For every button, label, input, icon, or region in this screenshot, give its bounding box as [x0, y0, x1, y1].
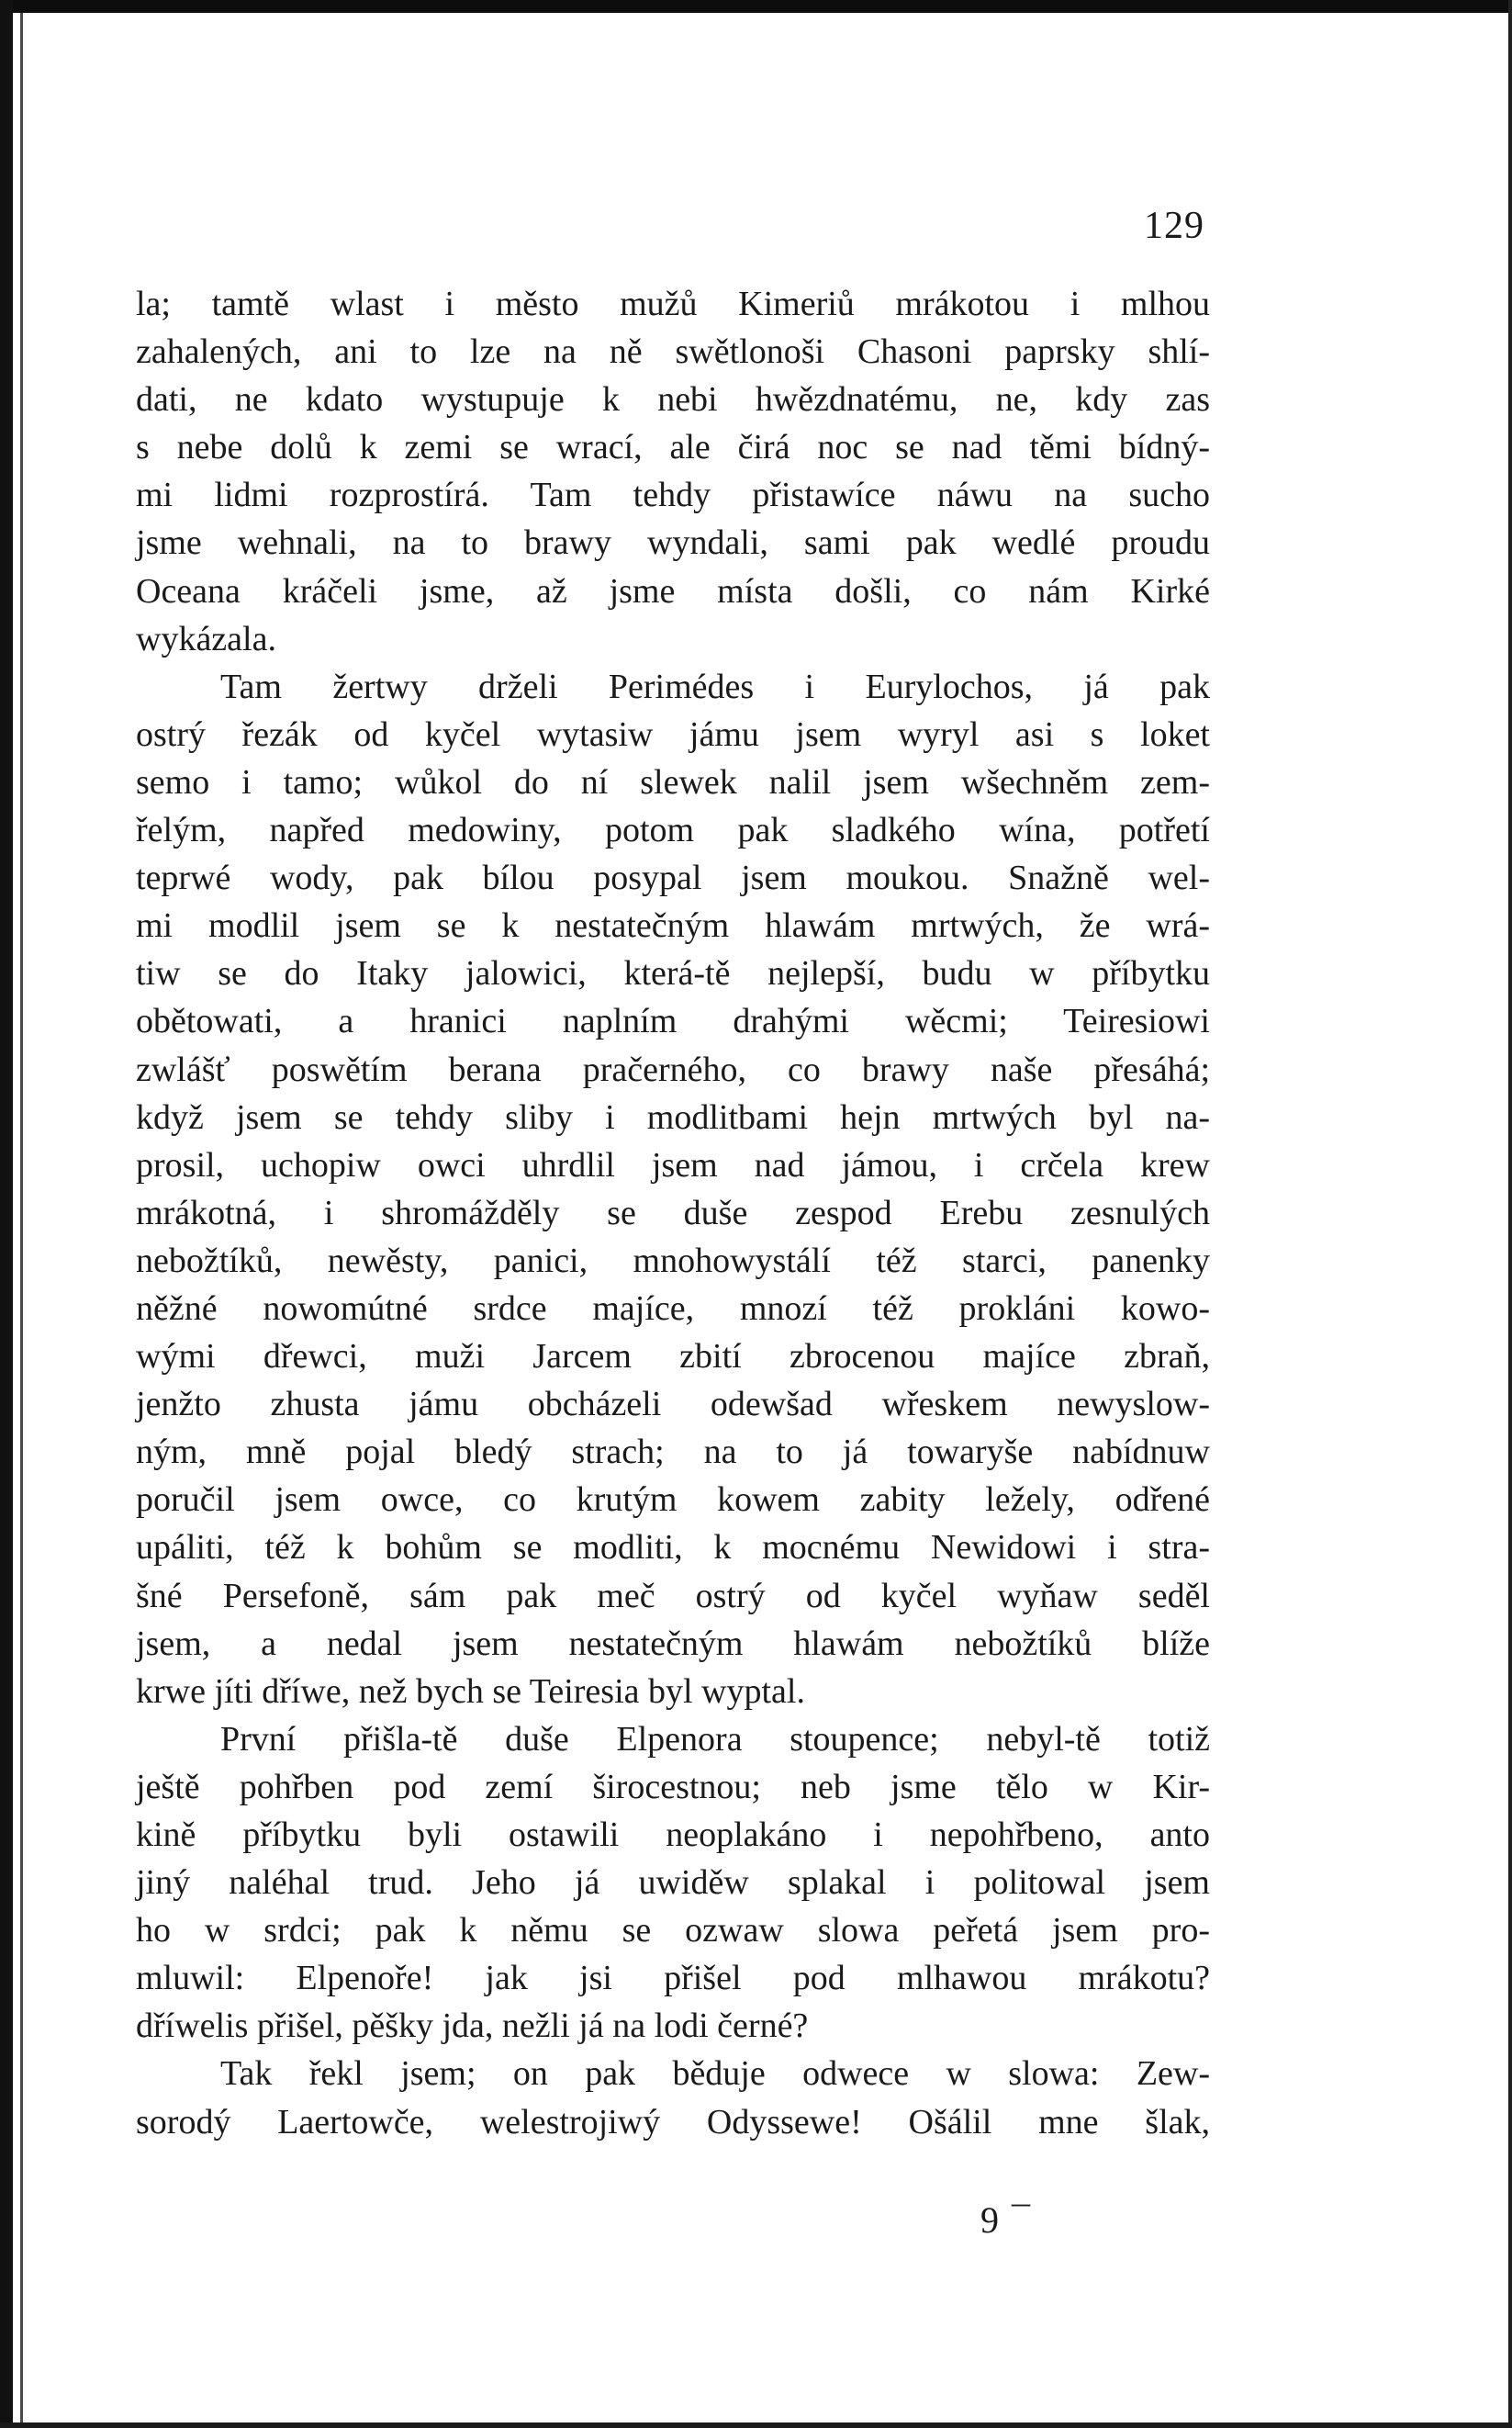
- text-line: ho w srdci; pak k němu se ozwaw slowa peřetá jsem pro-: [136, 1911, 1210, 1950]
- text-line: když jsem se tehdy sliby i modlitbami hejn mrtwých byl na-: [136, 1097, 1210, 1137]
- text-line: jenžto zhusta jámu obcházeli odewšad wřeskem newyslow-: [136, 1385, 1210, 1424]
- scan-border-left-inner: [20, 13, 23, 2428]
- text-line: wými dřewci, muži Jarcem zbití zbrocenou majíce zbraň,: [136, 1337, 1210, 1377]
- text-line: ostrý řezák od kyčel wytasiw jámu jsem wyryl asi s loket: [136, 714, 1210, 754]
- page-number: 129: [1144, 205, 1204, 247]
- text-line: semo i tamo; wůkol do ní slewek nalil jsem wšechněm zem-: [136, 762, 1210, 802]
- text-line: la; tamtě wlast i město mužů Kimeriů mrákotou i mlhou: [136, 285, 1210, 323]
- text-line: dati, ne kdato wystupuje k nebi hwězdnatému, ne, kdy zas: [136, 380, 1210, 420]
- text-line: jiný naléhal trud. Jeho já uwiděw splakal i politowal jsem: [136, 1863, 1210, 1903]
- text-line: ným, mně pojal bledý strach; na to já towaryše nabídnuw: [136, 1433, 1210, 1472]
- text-line: jsme wehnali, na to brawy wyndali, sami pak wedlé proudu: [136, 523, 1210, 563]
- text-line: dříwelis přišel, pěšky jda, nežli já na lodi černé?: [136, 2006, 809, 2046]
- text-line: mi modlil jsem se k nestatečným hlawám mrtwých, že wrá-: [136, 906, 1210, 946]
- scan-border-top: [0, 0, 1512, 13]
- text-line: mrákotná, i shromážděly se duše zespod Erebu zesnulých: [136, 1193, 1210, 1232]
- text-line: sorodý Laertowče, welestrojiwý Odyssewe! Ošálil mne šlak,: [136, 2102, 1210, 2141]
- scan-border-right: [1508, 0, 1512, 2428]
- text-line: Tak řekl jsem; on pak běduje odwece w slowa: Zew-: [220, 2054, 1210, 2094]
- scan-border-left: [0, 0, 13, 2428]
- text-line: něžné nowomútné srdce majíce, mnozí též prokláni kowo-: [136, 1288, 1210, 1328]
- text-line: šné Persefoně, sám pak meč ostrý od kyčel wyňaw seděl: [136, 1576, 1210, 1615]
- text-line: prosil, uchopiw owci uhrdlil jsem nad jámou, i crčela krew: [136, 1145, 1210, 1185]
- text-line: mi lidmi rozprostírá. Tam tehdy přistawíce náwu na sucho: [136, 476, 1210, 515]
- text-line: jsem, a nedal jsem nestatečným hlawám nebožtíků blíže: [136, 1624, 1210, 1663]
- body-text: [136, 280, 1210, 2146]
- text-line: zwlášť poswětím berana pračerného, co brawy naše přesáhá;: [136, 1050, 1210, 1089]
- text-line: s nebe dolů k zemi se wrací, ale čirá noc se nad těmi bídný-: [136, 428, 1210, 467]
- scan-border-bottom: [0, 2422, 1512, 2428]
- text-line: krwe jíti dříwe, než bych se Teiresia byl wyptal.: [136, 1671, 805, 1711]
- text-line: teprwé wody, pak bílou posypal jsem moukou. Snažně wel-: [136, 859, 1210, 898]
- text-line: kině příbytku byli ostawili neoplakáno i nepohřbeno, anto: [136, 1815, 1210, 1854]
- text-line: poručil jsem owce, co krutým kowem zabity ležely, odřené: [136, 1480, 1210, 1520]
- text-line: První přišla-tě duše Elpenora stoupence; nebyl-tě totiž: [220, 1719, 1210, 1759]
- text-line: Oceana kráčeli jsme, až jsme místa došli, co nám Kirké: [136, 571, 1210, 611]
- text-line: obětowati, a hranici naplním drahými wěcmi; Teiresiowi: [136, 1002, 1210, 1041]
- text-line: řelým, napřed medowiny, potom pak sladkého wína, potřetí: [136, 811, 1210, 850]
- printer-signature-mark: 9 ¯: [980, 2199, 1032, 2241]
- text-line: mluwil: Elpenoře! jak jsi přišel pod mlhawou mrákotu?: [136, 1959, 1210, 1998]
- text-line: wykázala.: [136, 619, 276, 658]
- text-line: upáliti, též k bohům se modliti, k mocnému Newidowi i stra-: [136, 1528, 1210, 1568]
- text-line: Tam žertwy drželi Perimédes i Eurylochos, já pak: [220, 667, 1210, 706]
- text-line: tiw se do Itaky jalowici, která-tě nejlepší, budu w příbytku: [136, 954, 1210, 994]
- text-line: nebožtíků, newěsty, panici, mnohowystálí též starci, panenky: [136, 1241, 1210, 1280]
- text-line: zahalených, ani to lze na ně swětlonoši Chasoni paprsky shlí-: [136, 332, 1210, 372]
- text-line: ještě pohřben pod zemí širocestnou; neb jsme tělo w Kir-: [136, 1767, 1210, 1806]
